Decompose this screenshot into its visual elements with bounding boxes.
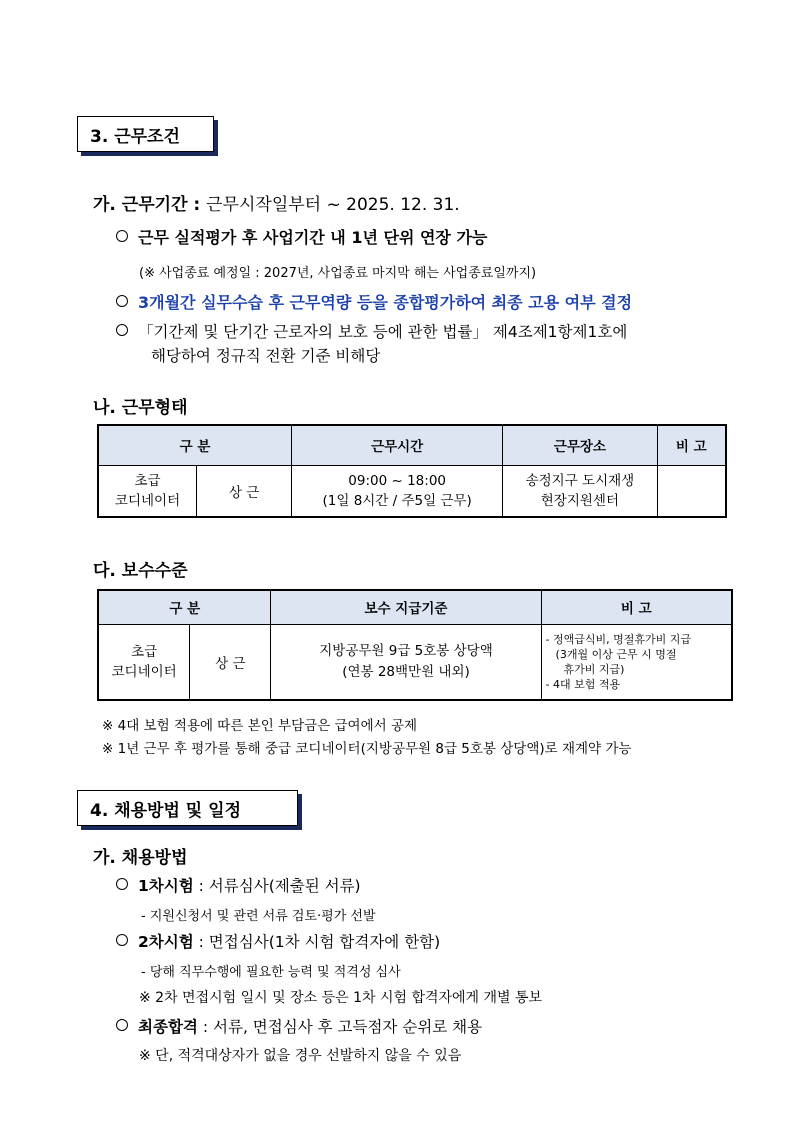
th-hours: 근무시간	[292, 425, 503, 465]
pay-th-category: 구 분	[98, 590, 271, 624]
th-place: 근무장소	[503, 425, 657, 465]
pay-note-2: ※ 1년 근무 후 평가를 통해 중급 코디네이터(지방공무원 8급 5호봉 상당액)로 재계약 가능	[102, 741, 632, 757]
period-bullet-1: 근무 실적평가 후 사업기간 내 1년 단위 연장 가능	[116, 225, 487, 248]
circle-bullet-icon	[116, 324, 128, 336]
step2-sub-1: - 당해 직무수행에 필요한 능력 및 적격성 심사	[141, 965, 401, 980]
section3-title: 3. 근무조건	[77, 116, 214, 152]
work-period-heading: 가. 근무기간 : 근무시작일부터 ~ 2025. 12. 31.	[93, 195, 460, 215]
place-cell: 송정지구 도시재생 현장지원센터	[503, 465, 657, 517]
circle-bullet-icon	[116, 295, 128, 307]
pay-th-remark: 비 고	[541, 590, 732, 624]
final-item: 최종합격 : 서류, 면접심사 후 고득점자 순위로 채용	[116, 1015, 482, 1037]
grade-cell: 초급 코디네이터	[98, 465, 197, 517]
final-sub: ※ 단, 적격대상자가 없을 경우 선발하지 않을 수 있음	[139, 1048, 462, 1064]
step1-item: 1차시험 : 서류심사(제출된 서류)	[116, 874, 361, 896]
circle-bullet-icon	[116, 1019, 128, 1031]
pay-remark-cell: - 정액급식비, 명절휴가비 지급 (3개월 이상 근무 시 명절 휴가비 지급) - 4대 보험 적용	[541, 624, 732, 700]
status-cell: 상 근	[197, 465, 292, 517]
th-category: 구 분	[98, 425, 292, 465]
circle-bullet-icon	[116, 934, 128, 946]
circle-bullet-icon	[116, 230, 128, 242]
section4-title: 4. 채용방법 및 일정	[77, 790, 298, 826]
pay-grade-cell: 초급 코디네이터	[98, 624, 190, 700]
pay-note-1: ※ 4대 보험 적용에 따른 본인 부담금은 급여에서 공제	[102, 718, 418, 734]
pay-th-basis: 보수 지급기준	[271, 590, 541, 624]
work-type-table	[97, 424, 727, 518]
period-bullet-2: 3개월간 실무수습 후 근무역량 등을 종합평가하여 최종 고용 여부 결정	[116, 290, 632, 313]
step1-sub: - 지원신청서 및 관련 서류 검토·평가 선발	[141, 909, 376, 924]
work-type-heading: 나. 근무형태	[93, 398, 188, 418]
period-bullet-3: 「기간제 및 단기간 근로자의 보호 등에 관한 법률」 제4조제1항제1호에	[116, 320, 627, 342]
step2-sub-2: ※ 2차 면접시험 일시 및 장소 등은 1차 시험 합격자에게 개별 통보	[139, 990, 543, 1006]
pay-heading: 다. 보수수준	[93, 561, 188, 581]
remark-cell	[657, 465, 726, 517]
th-remark: 비 고	[657, 425, 726, 465]
step2-item: 2차시험 : 면접심사(1차 시험 합격자에 한함)	[116, 930, 440, 952]
pay-status-cell: 상 근	[190, 624, 271, 700]
circle-bullet-icon	[116, 878, 128, 890]
pay-basis-cell: 지방공무원 9급 5호봉 상당액 (연봉 28백만원 내외)	[271, 624, 541, 700]
hours-cell: 09:00 ~ 18:00 (1일 8시간 / 주5일 근무)	[292, 465, 503, 517]
period-bullet-3-cont: 해당하여 정규직 전환 기준 비해당	[151, 347, 381, 365]
pay-table	[97, 589, 733, 701]
method-heading: 가. 채용방법	[93, 848, 188, 868]
period-note: (※ 사업종료 예정일 : 2027년, 사업종료 마지막 해는 사업종료일까지)	[139, 266, 537, 281]
